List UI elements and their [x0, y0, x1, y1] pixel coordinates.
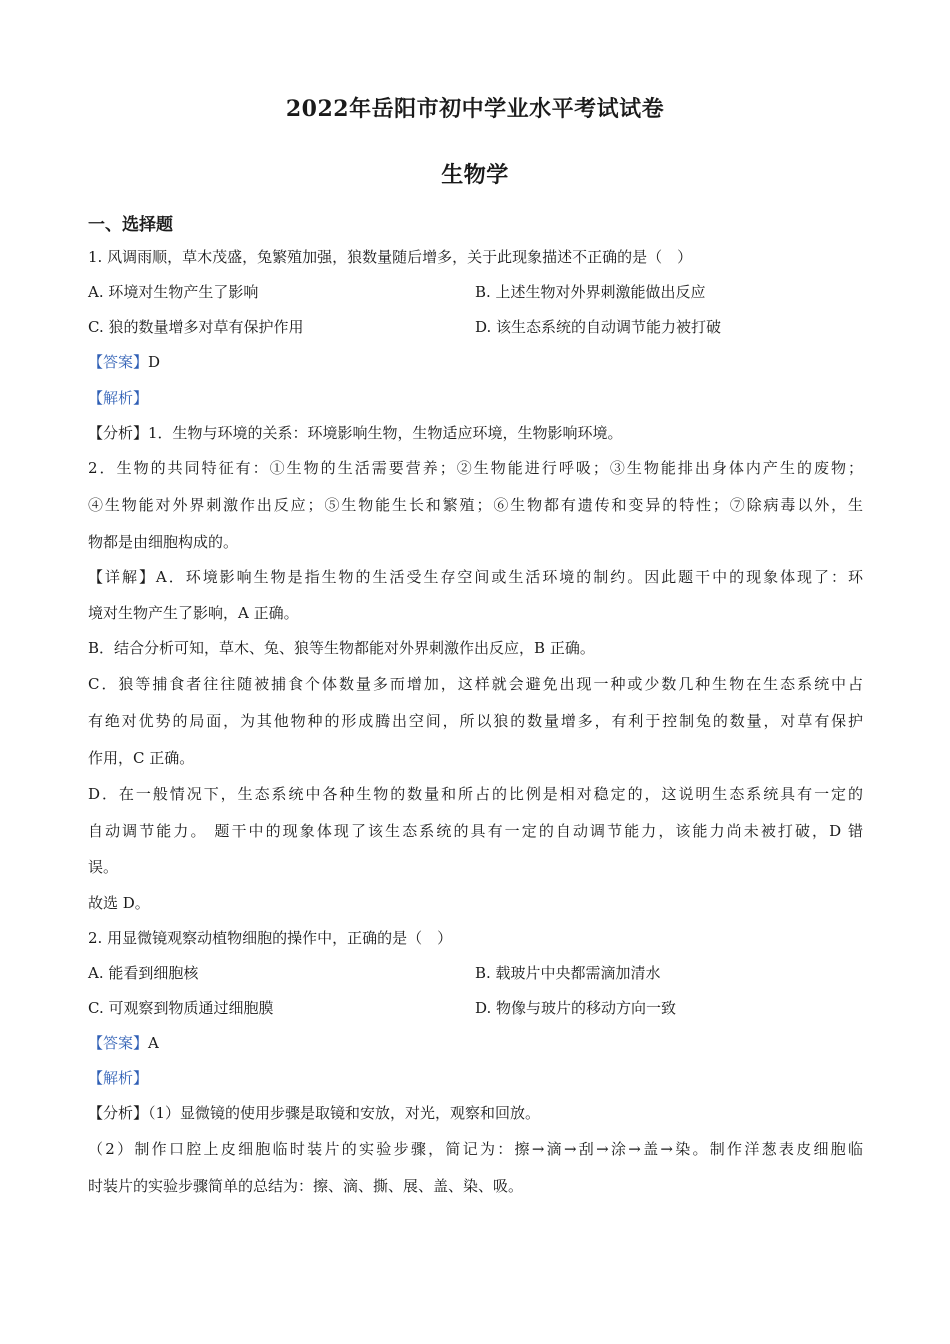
analysis-paragraph: 【分析】1．生物与环境的关系：环境影响生物，生物适应环境，生物影响环境。 — [88, 424, 623, 442]
section-heading: 一、选择题 — [88, 215, 173, 235]
answer-value: A — [148, 1034, 159, 1052]
answer-tag: 【答案】 — [88, 353, 149, 371]
detail-paragraph: 境对生物产生了影响，A 正确。 — [88, 604, 299, 622]
detail-paragraph: B．结合分析可知，草木、兔、狼等生物都能对外界刺激作出反应，B 正确。 — [88, 639, 595, 657]
question-1-option-a: A. 环境对生物产生了影响 — [88, 283, 259, 301]
question-1-option-b: B. 上述生物对外界刺激能做出反应 — [475, 283, 706, 301]
question-1-stem: 1. 风调雨顺，草木茂盛，兔繁殖加强，狼数量随后增多，关于此现象描述不正确的是（ ） — [88, 248, 693, 266]
exam-title: 2022年岳阳市初中学业水平考试试卷 — [285, 96, 665, 122]
question-2-option-c: C. 可观察到物质通过细胞膜 — [88, 999, 274, 1017]
subject-title: 生物学 — [441, 162, 509, 188]
question-2-option-d: D. 物像与玻片的移动方向一致 — [475, 999, 677, 1017]
detail-paragraph: 【详解】A．环境影响生物是指生物的生活受生存空间或生活环境的制约。因此题干中的现象体现了：环 — [88, 568, 863, 586]
question-2-answer — [88, 1033, 863, 1053]
answer-tag: 【答案】 — [88, 1034, 149, 1052]
question-1-answer — [88, 352, 863, 372]
analysis-paragraph: 时装片的实验步骤简单的总结为：擦、滴、撕、展、盖、染、吸。 — [88, 1177, 524, 1195]
detail-paragraph: 作用，C 正确。 — [88, 749, 195, 767]
detail-paragraph: 有绝对优势的局面，为其他物种的形成腾出空间，所以狼的数量增多，有利于控制兔的数量，对草有保护 — [88, 712, 863, 730]
detail-paragraph: 误。 — [88, 858, 119, 876]
analysis-paragraph: 物都是由细胞构成的。 — [88, 533, 239, 551]
detail-paragraph: C．狼等捕食者往往随被捕食个体数量多而增加，这样就会避免出现一种或少数几种生物在生态系统中占 — [88, 675, 863, 693]
question-2-stem: 2. 用显微镜观察动植物细胞的操作中，正确的是（ ） — [88, 929, 453, 947]
question-1-option-c: C. 狼的数量增多对草有保护作用 — [88, 318, 304, 336]
analysis-paragraph: 【分析】（1）显微镜的使用步骤是取镜和安放，对光，观察和回放。 — [88, 1104, 541, 1122]
analysis-paragraph: ④生物能对外界刺激作出反应；⑤生物能生长和繁殖；⑥生物都有遗传和变异的特性；⑦除病毒以外，生 — [88, 496, 863, 514]
analysis-paragraph: （2）制作口腔上皮细胞临时装片的实验步骤，简记为：擦→滴→刮→涂→盖→染。制作洋葱表皮细胞临 — [88, 1140, 863, 1158]
analysis-tag: 【解析】 — [88, 1069, 149, 1087]
answer-value: D — [148, 353, 161, 371]
analysis-paragraph: 2．生物的共同特征有：①生物的生活需要营养；②生物能进行呼吸；③生物能排出身体内产生的废物； — [88, 459, 863, 477]
analysis-tag: 【解析】 — [88, 389, 149, 407]
question-2-option-b: B. 载玻片中央都需滴加清水 — [475, 964, 661, 982]
question-1-option-d: D. 该生态系统的自动调节能力被打破 — [475, 318, 722, 336]
detail-paragraph: 自动调节能力。 题干中的现象体现了该生态系统的具有一定的自动调节能力，该能力尚未被打破，D 错 — [88, 822, 863, 840]
detail-paragraph: D．在一般情况下，生态系统中各种生物的数量和所占的比例是相对稳定的，这说明生态系统具有一定的 — [88, 785, 863, 803]
conclusion: 故选 D。 — [88, 894, 150, 912]
question-2-option-a: A. 能看到细胞核 — [88, 964, 199, 982]
